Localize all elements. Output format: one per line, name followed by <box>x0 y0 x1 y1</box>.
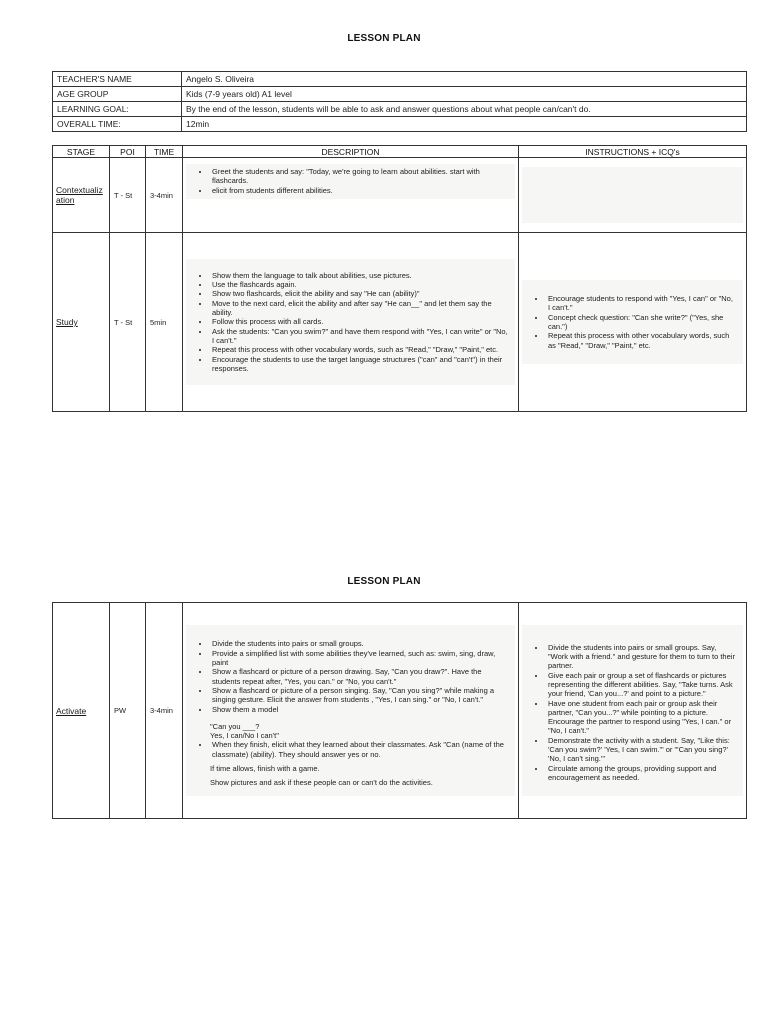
info-value: Kids (7-9 years old) A1 level <box>182 87 747 102</box>
header-instructions: INSTRUCTIONS + ICQ's <box>519 146 747 158</box>
page-title: LESSON PLAN <box>347 33 421 44</box>
list-item: • Show two flashcards, elicit the ability and say "He can (ability)" <box>210 289 509 298</box>
info-value: 12min <box>182 117 747 132</box>
plan-header-row <box>53 146 747 158</box>
description-list <box>192 167 509 195</box>
list-item: • Move to the next card, elicit the ability and after say "He can__" and let them say the ability. <box>210 299 509 318</box>
list-item: • Demonstrate the activity with a student. Say, "Like this: 'Can you swim?' 'Yes, I can swim.'" or "'Can you sing?' 'No, I can't sing.'" <box>546 736 737 764</box>
list-item: • Show a flashcard or picture of a person singing. Say, "Can you sing?" while making a singing gesture. Elicit the answer from students , "Yes, I can sing." or "No, I can't." <box>210 686 509 705</box>
stage-link-activate[interactable]: Activate <box>56 705 87 716</box>
model-line: "Can you ___? <box>210 721 260 731</box>
instructions-cell <box>519 158 747 233</box>
list-item: • Encourage students to respond with "Yes, I can" or "No, I can't." <box>546 294 737 313</box>
info-row-learning-goal <box>53 102 747 117</box>
time-cell: 5min <box>146 233 183 412</box>
header-description: DESCRIPTION <box>183 146 519 158</box>
list-item: • Follow this process with all cards. <box>210 317 509 326</box>
poi-cell: T - St <box>110 233 146 412</box>
poi-cell: PW <box>110 603 146 819</box>
extra-line: If time allows, finish with a game. <box>210 763 320 773</box>
info-label: LEARNING GOAL: <box>53 102 182 117</box>
instructions-list <box>528 643 737 782</box>
list-item: • Ask the students: "Can you swim?" and have them respond with "Yes, I can write" or "No, I can't." <box>210 327 509 346</box>
list-item: • Concept check question: "Can she write?" ("Yes, she can.") <box>546 313 737 332</box>
list-item: • Encourage the students to use the target language structures ("can" and "can't") in their responses. <box>210 355 509 374</box>
description-cell <box>183 603 519 819</box>
table-row <box>53 603 747 819</box>
stage-cell <box>53 603 110 819</box>
model-line: Yes, I can/No I can't" <box>210 731 279 741</box>
list-item: • Show a flashcard or picture of a person drawing. Say, "Can you draw?". Have the students repeat after, "Yes, you can." or "No, you can't." <box>210 667 509 686</box>
list-item: • Show them a model <box>210 705 509 714</box>
header-time: TIME <box>146 146 183 158</box>
stage-link-study[interactable]: Study <box>56 317 78 327</box>
list-item: • Circulate among the groups, providing support and encouragement as needed. <box>546 764 737 783</box>
info-label: AGE GROUP <box>53 87 182 102</box>
list-item: • When they finish, elicit what they learned about their classmates. Ask "Can (name of the classmate) (ability). They should answer yes or no. <box>210 740 509 759</box>
info-label: OVERALL TIME: <box>53 117 182 132</box>
list-item: • Greet the students and say: "Today, we're going to learn about abilities. start with flashcards. <box>210 167 509 186</box>
table-row <box>53 158 747 233</box>
instructions-list <box>528 294 737 350</box>
page-title-2: LESSON PLAN <box>347 576 421 587</box>
list-item: • Provide a simplified list with some abilities they've learned, such as: swim, sing, draw, paint <box>210 649 509 668</box>
table-row <box>53 233 747 412</box>
info-row-age-group <box>53 87 747 102</box>
list-item: • elicit from students different abilities. <box>210 186 509 195</box>
description-list <box>192 271 509 373</box>
info-value: By the end of the lesson, students will be able to ask and answer questions about what people can/can't do. <box>182 102 747 117</box>
list-item: • Repeat this process with other vocabulary words, such as "Read," "Draw," "Paint," etc. <box>210 345 509 354</box>
plan-table <box>52 145 747 412</box>
info-table <box>52 71 747 132</box>
time-cell: 3-4min <box>146 158 183 233</box>
info-row-teacher <box>53 72 747 87</box>
extra-line: Show pictures and ask if these people can or can't do the activities. <box>210 778 433 788</box>
list-item: • Divide the students into pairs or small groups. Say, "Work with a friend." and gesture for them to turn to their partner. <box>546 643 737 671</box>
stage-link-contextualization[interactable]: Contextualization <box>56 185 103 205</box>
list-item: • Give each pair or group a set of flashcards or pictures representing the different abilities. Say, "Take turns. Ask your friend, 'Can you...?' and point to a picture." <box>546 671 737 699</box>
info-row-overall-time <box>53 117 747 132</box>
list-item: • Divide the students into pairs or small groups. <box>210 639 509 648</box>
time-cell: 3-4min <box>146 603 183 819</box>
plan-table-2 <box>52 602 747 819</box>
list-item: • Repeat this process with other vocabulary words, such as "Read," "Draw," "Paint," etc. <box>546 331 737 350</box>
description-list <box>192 639 509 713</box>
header-stage: STAGE <box>53 146 110 158</box>
stage-cell <box>53 233 110 412</box>
header-poi: POI <box>110 146 146 158</box>
list-item: • Use the flashcards again. <box>210 280 509 289</box>
info-value: Angelo S. Oliveira <box>182 72 747 87</box>
list-item: • Have one student from each pair or group ask their partner, "Can you...?" while pointing to a picture. Encourage the partner to respond using "Yes, I can." or "No, I can't." <box>546 699 737 736</box>
list-item: • Show them the language to talk about abilities, use pictures. <box>210 271 509 280</box>
stage-cell <box>53 158 110 233</box>
instructions-cell <box>519 603 747 819</box>
poi-cell: T - St <box>110 158 146 233</box>
description-cell <box>183 233 519 412</box>
info-label: TEACHER'S NAME <box>53 72 182 87</box>
description-list <box>192 740 509 759</box>
instructions-cell <box>519 233 747 412</box>
description-cell <box>183 158 519 233</box>
